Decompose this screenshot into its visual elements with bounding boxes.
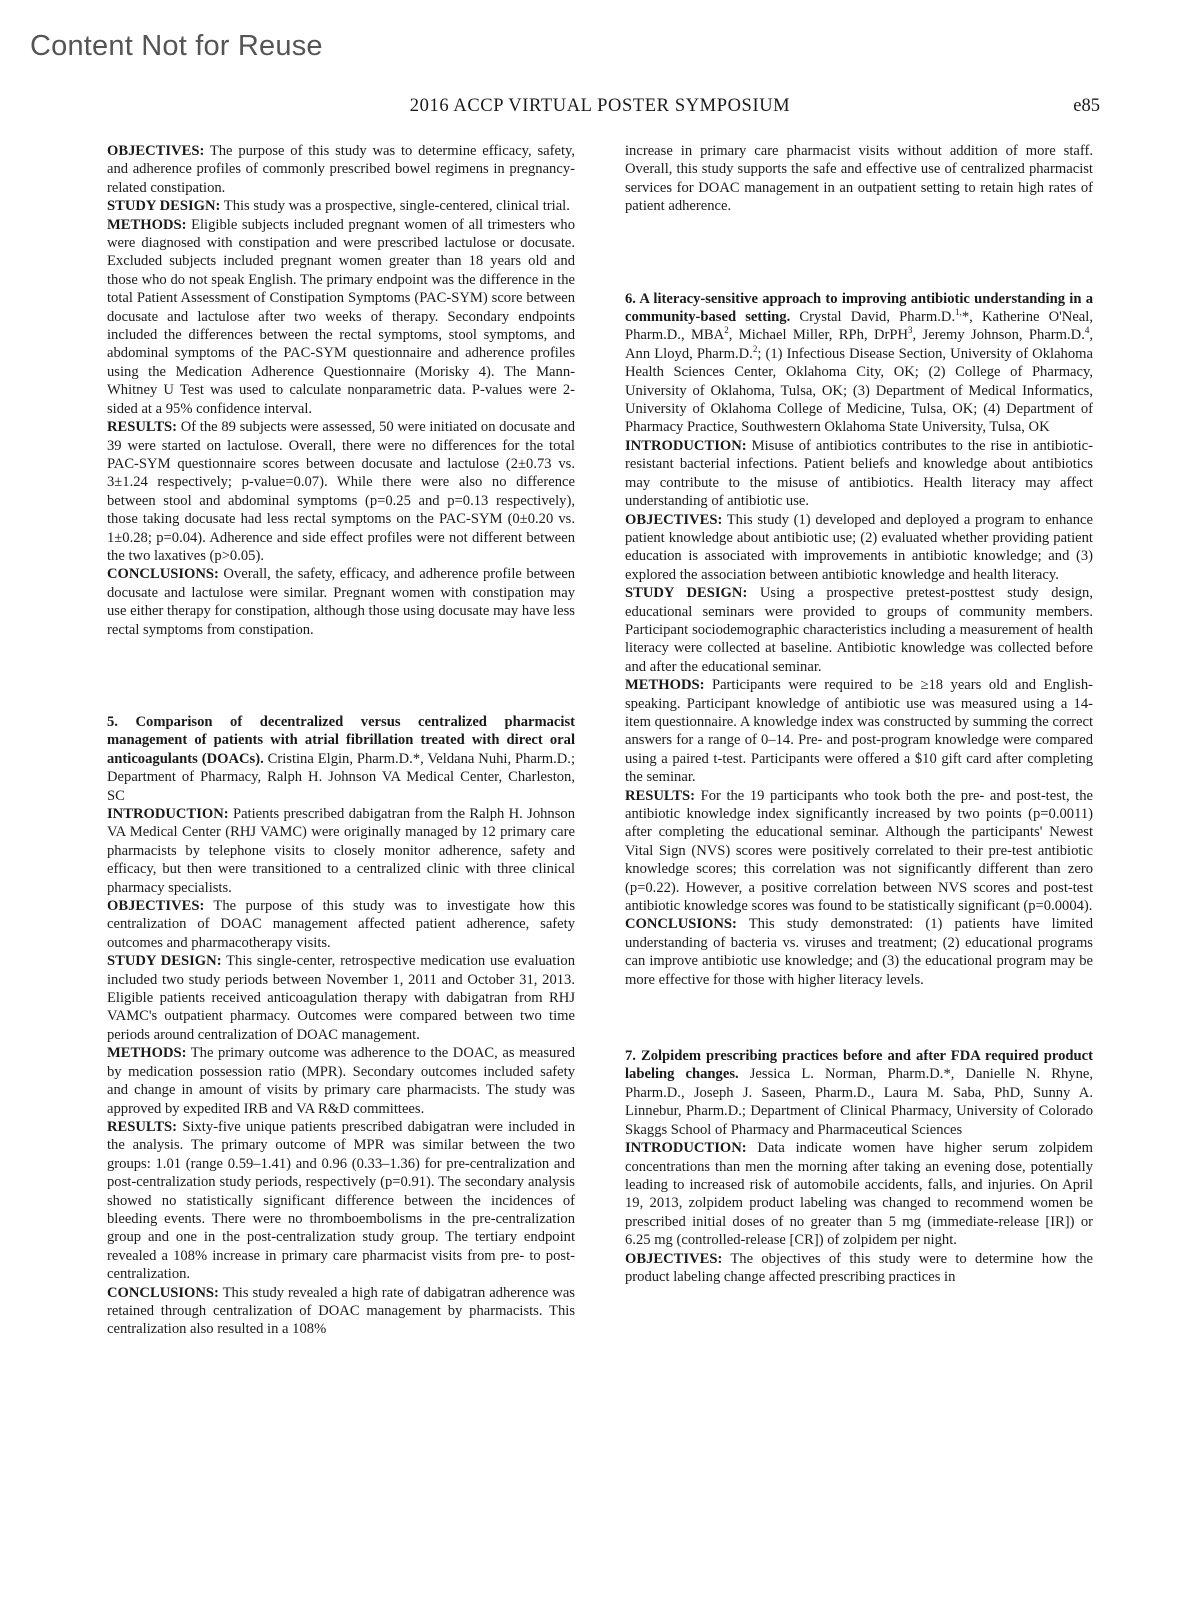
affiliation-marker: 2 — [724, 325, 729, 336]
section-label: OBJECTIVES: — [107, 898, 205, 915]
section-spacer — [107, 639, 575, 713]
abstract-7-header — [625, 1047, 1093, 1139]
abstract-5-results — [107, 1118, 575, 1284]
section-label: STUDY DESIGN: — [107, 198, 221, 215]
running-head: 2016 ACCP VIRTUAL POSTER SYMPOSIUM — [409, 96, 791, 116]
section-label: CONCLUSIONS: — [107, 566, 219, 583]
abstract-4-results — [107, 418, 575, 565]
author-text: , Jeremy Johnson, Pharm.D. — [912, 327, 1085, 344]
section-text: The purpose of this study was to investigate how this centralization of DOAC management affected patient adherence, safety outcomes and pharmacotherapy visits. — [107, 898, 575, 951]
abstract-5-header — [107, 713, 575, 805]
author-text: Crystal David, Pharm.D. — [790, 309, 956, 326]
section-spacer — [625, 989, 1093, 1047]
abstract-authors: Cristina Elgin, Pharm.D.*, Veldana Nuhi, Pharm.D.; Department of Pharmacy, Ralph H. Johnson VA Medical Center, Charleston, SC — [107, 750, 575, 804]
abstract-4-study-design — [107, 197, 575, 215]
abstract-5-continued: increase in primary care pharmacist visits without addition of more staff. Overall, this study supports the safe and effective use of centralized pharmacist services for DOAC management in an outpatient setting to retain high rates of patient adherence. — [625, 143, 1093, 215]
section-label: RESULTS: — [625, 787, 696, 804]
abstract-6-header — [625, 290, 1093, 437]
abstract-6-methods — [625, 676, 1093, 786]
abstract-7-objectives — [625, 1250, 1093, 1287]
section-text: This study was a prospective, single-centered, clinical trial. — [220, 198, 570, 215]
page-number: e85 — [1073, 96, 1100, 116]
abstract-title: 6. A literacy-sensitive approach to improving antibiotic understanding in a community-based setting. — [625, 290, 1093, 326]
section-text: The purpose of this study was to determine efficacy, safety, and adherence profiles of commonly prescribed bowel regimens in pregnancy-related constipation. — [107, 143, 575, 196]
section-label: RESULTS: — [107, 419, 178, 436]
section-text: Participants were required to be ≥18 years old and English-speaking. Participant knowledge of antibiotic use was measured using a 14-item questionnaire. A knowledge index was constructed by summing the correct answers for a range of 0–14. Pre- and post-program knowledge were compared using a paired t-test. Participants were offered a $10 gift card after completing the seminar. — [625, 677, 1093, 786]
abstract-5-conclusions — [107, 1284, 575, 1339]
section-text: Data indicate women have higher serum zolpidem concentrations than men the morning after taking an evening dose, potentially leading to increased risk of automobile accidents, falls, and injuries. On April 19, 2013, zolpidem product labeling was changed to recommend women be prescribed initial doses of no greater than 5 mg (immediate-release [IR]) or 6.25 mg (controlled-release [CR]) of zolpidem per night. — [625, 1140, 1093, 1249]
abstract-6-results — [625, 787, 1093, 916]
section-text: Eligible subjects included pregnant women of all trimesters who were diagnosed with constipation and were prescribed lactulose or docusate. Excluded subjects included pregnant women greater than 18 years old and those who do not speak English. The primary endpoint was the difference in the total Patient Assessment of Constipation Symptoms (PAC-SYM) score between docusate and lactulose after two weeks of therapy. Secondary endpoints included the differences between the rectal symptoms, stool symptoms, and abdominal symptoms of the PAC-SYM questionnaire and adherence profiles using the Medication Adherence Questionnaire (Morisky 4). The Mann-Whitney U Test was used to calculate nonparametric data. P-values were 2-sided at a 95% confidence interval. — [107, 216, 575, 417]
section-text: Patients prescribed dabigatran from the Ralph H. Johnson VA Medical Center (RHJ VAMC) were originally managed by 12 primary care pharmacists by telephone visits to closely monitor adherence, safety and efficacy, but then were transitioned to a centralized clinic with three clinical pharmacy specialists. — [107, 806, 575, 896]
abstract-5-introduction — [107, 805, 575, 897]
abstract-4-objectives — [107, 142, 575, 197]
section-text: Overall, the safety, efficacy, and adherence profile between docusate and lactulose were similar. Pregnant women with constipation may use either therapy for constipation, although those using docusate may have less rectal symptoms from constipation. — [107, 566, 575, 638]
section-label: STUDY DESIGN: — [107, 953, 222, 970]
section-label: OBJECTIVES: — [625, 1250, 723, 1267]
author-text: , Ann Lloyd, Pharm.D. — [625, 327, 1094, 362]
section-label: INTRODUCTION: — [625, 1140, 747, 1157]
abstract-7-introduction — [625, 1139, 1093, 1249]
section-spacer — [625, 216, 1093, 290]
section-label: INTRODUCTION: — [625, 437, 747, 454]
abstract-5-study-design — [107, 952, 575, 1044]
affiliations-text: ; (1) Infectious Disease Section, University of Oklahoma Health Sciences Center, Oklahoma City, OK; (2) College of Pharmacy, University of Oklahoma, Tulsa, OK; (3) Department of Medical Informatics, University of Oklahoma College of Medicine, Tulsa, OK; (4) Department of Pharmacy Practice, Southwestern Oklahoma State University, Tulsa, OK — [625, 345, 1093, 436]
section-label: INTRODUCTION: — [107, 806, 229, 822]
section-text: Using a prospective pretest-posttest study design, educational seminars were provided to groups of community members. Participant sociodemographic characteristics including a measurement of health literacy were collected at baseline. Antibiotic knowledge was collected before and after the educational seminar. — [625, 585, 1093, 675]
affiliation-marker: 3 — [908, 325, 913, 336]
abstract-6-introduction — [625, 437, 1093, 511]
abstract-5-methods — [107, 1044, 575, 1118]
section-label: METHODS: — [107, 216, 187, 233]
abstract-6-conclusions — [625, 915, 1093, 989]
section-text: This study demonstrated: (1) patients have limited understanding of bacteria vs. viruses and treatment; (2) educational programs can improve antibiotic use knowledge; and (3) the educational program may be more effective for those with higher literacy levels. — [625, 916, 1093, 988]
section-text: The primary outcome was adherence to the DOAC, as measured by medication possession ratio (MPR). Secondary outcomes included safety and change in amount of visits by primary care pharmacists. The study was approved by expedited IRB and VA R&D committees. — [107, 1045, 575, 1117]
right-column — [625, 142, 1093, 1286]
abstract-6-objectives — [625, 511, 1093, 585]
watermark: Content Not for Reuse — [30, 30, 323, 62]
abstract-title: 7. Zolpidem prescribing practices before and after FDA required product labeling changes. — [625, 1048, 1093, 1083]
left-column — [107, 142, 575, 1339]
section-text: The objectives of this study were to determine how the product labeling change affected prescribing practices in — [625, 1250, 1093, 1285]
abstract-6-study-design — [625, 584, 1093, 676]
section-label: METHODS: — [625, 677, 705, 694]
affiliation-marker: 4 — [1084, 325, 1090, 336]
section-label: CONCLUSIONS: — [625, 916, 737, 933]
section-text: This study revealed a high rate of dabigatran adherence was retained through centralization of DOAC management by pharmacists. This centralization also resulted in a 108% — [107, 1284, 575, 1338]
section-label: RESULTS: — [107, 1118, 178, 1135]
section-label: OBJECTIVES: — [107, 143, 205, 159]
affiliation-marker: 2 — [752, 343, 758, 354]
section-text: Of the 89 subjects were assessed, 50 were initiated on docusate and 39 were started on lactulose. Overall, there were no differences for the total PAC-SYM questionnaire scores between docusate and lactulose (2±0.73 vs. 3±1.24 respectively; p-value=0.07). While there were also no difference between stool and abdominal symptoms (p=0.25 and p=0.13 respectively), those taking docusate had less rectal symptoms on the PAC-SYM (0±0.20 vs. 1±0.28; p=0.04). Adherence and side effect profiles were not different between the two laxatives (p>0.05). — [107, 419, 575, 564]
section-text: This single-center, retrospective medication use evaluation included two study periods between November 1, 2011 and October 31, 2013. Eligible patients received anticoagulation therapy with dabigatran from RHJ VAMC's outpatient pharmacy. Outcomes were compared between two time periods around centralization of DOAC management. — [107, 953, 575, 1043]
abstract-4-methods — [107, 216, 575, 418]
abstract-4-conclusions — [107, 565, 575, 639]
author-text: , Michael Miller, RPh, DrPH — [728, 327, 909, 344]
section-text: Sixty-five unique patients prescribed dabigatran were included in the analysis. The primary outcome of MPR was similar between the two groups: 1.01 (range 0.59–1.41) and 0.96 (0.33–1.36) for pre-centralization and post-centralization study periods, respectively (p=0.91). The secondary analysis showed no statistically significant difference between the incidences of bleeding events. There were no thromboembolisms in the pre-centralization group and one in the post-centralization study group. The tertiary endpoint revealed a 108% increase in primary care pharmacist visits from pre- to post-centralization. — [107, 1118, 575, 1283]
section-text: For the 19 participants who took both the pre- and post-test, the antibiotic knowledge index significantly increased by two points (p=0.0011) after completing the educational seminar. Although the participants' Newest Vital Sign (NVS) scores were positively correlated to their pre-test antibiotic knowledge scores; this correlation was not significantly different than zero (p=0.22). However, a positive correlation between NVS scores and post-test antibiotic knowledge scores was found to be statistically significant (p=0.0004). — [625, 787, 1093, 915]
abstract-5-objectives — [107, 897, 575, 952]
affiliation-marker: 1, — [955, 307, 962, 318]
section-label: STUDY DESIGN: — [625, 585, 748, 602]
section-label: METHODS: — [107, 1045, 187, 1062]
abstract-title: 5. Comparison of decentralized versus centralized pharmacist management of patients with atrial fibrillation treated with direct oral anticoagulants (DOACs). — [107, 713, 575, 767]
author-text: *, Katherine O'Neal, Pharm.D., MBA — [625, 309, 1093, 344]
section-text: Misuse of antibiotics contributes to the rise in antibiotic-resistant bacterial infections. Patient beliefs and knowledge about antibiotics may contribute to the misuse of antibiotics. Health literacy may affect understanding of antibiotic use. — [625, 437, 1093, 510]
section-label: CONCLUSIONS: — [107, 1284, 219, 1301]
section-label: OBJECTIVES: — [625, 511, 723, 528]
abstract-authors: Jessica L. Norman, Pharm.D.*, Danielle N. Rhyne, Pharm.D., Joseph J. Saseen, Pharm.D., Laura M. Saba, PhD, Sunny A. Linnebur, Pharm.D.; Department of Clinical Pharmacy, University of Colorado Skaggs School of Pharmacy and Pharmaceutical Sciences — [625, 1066, 1093, 1138]
section-text: This study (1) developed and deployed a program to enhance patient knowledge about antibiotic use; (2) evaluated whether providing patient education is associated with improvements in antibiotic knowledge; and (3) explored the association between antibiotic knowledge and health literacy. — [625, 511, 1093, 583]
